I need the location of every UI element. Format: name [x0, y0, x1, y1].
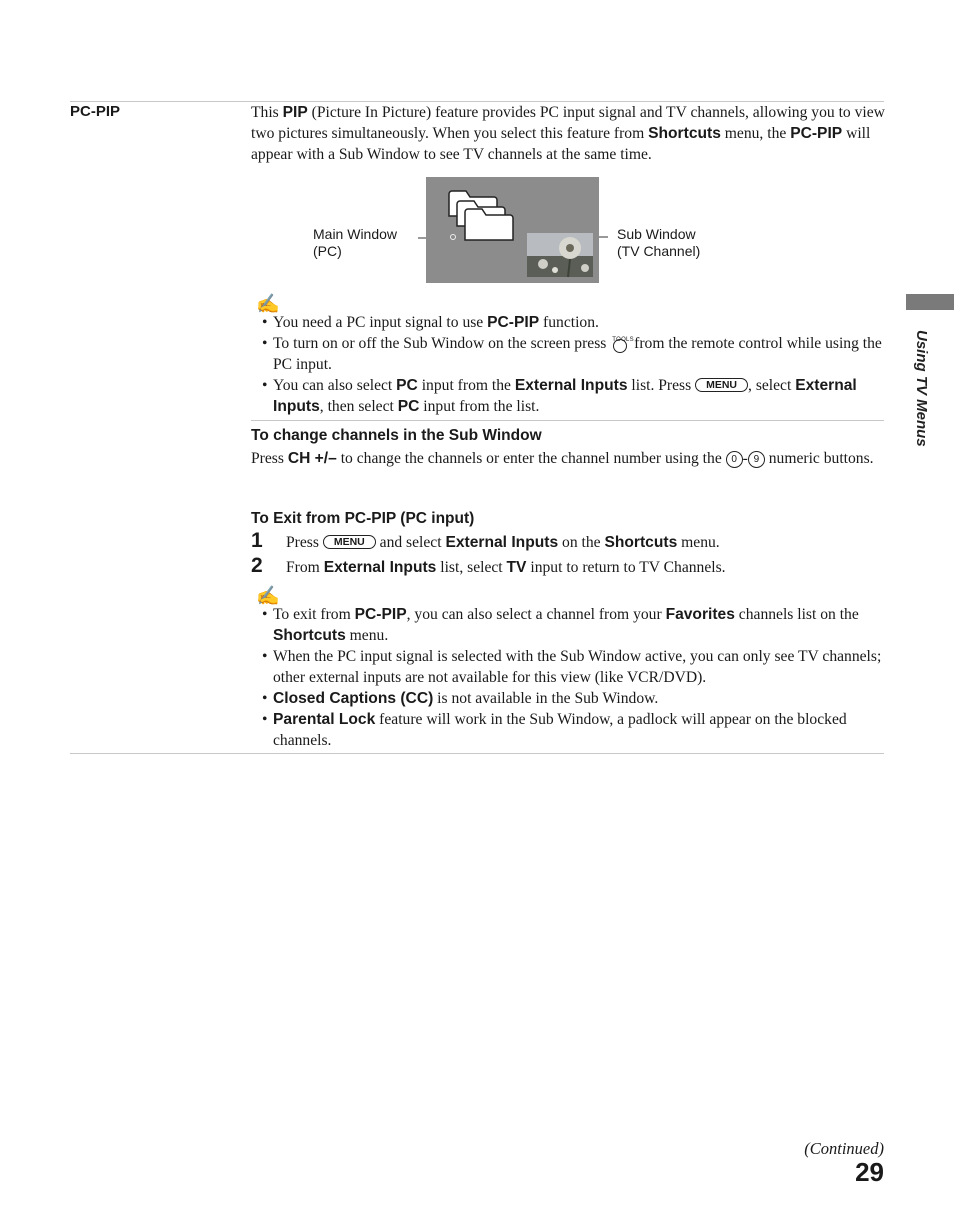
intro-paragraph: This PIP (Picture In Picture) feature provides PC input signal and TV channels, allowing you to view two pictures simultaneously. When you select this feature from Shortcuts menu, the PC-PIP will appear with a Sub Window to see TV channels at the same time.	[251, 104, 885, 163]
list-item: • You can also select PC input from the External Inputs list. Press MENU , select External Inputs, then select PC input from the list.	[262, 377, 857, 415]
zero-button-icon: 0	[726, 451, 743, 468]
list-item: • When the PC input signal is selected with the Sub Window active, you can only see TV channels; other external inputs are not available for this view (like VCR/DVD).	[262, 648, 882, 686]
page-number: 29	[855, 1157, 884, 1187]
step-number: 2	[251, 554, 263, 577]
pencil-note-icon: ✍	[256, 586, 280, 607]
list-item: • You need a PC input signal to use PC-PIP function.	[262, 314, 599, 331]
main-window-label: Main Window (PC)	[313, 226, 398, 259]
mid-rule	[251, 420, 884, 421]
list-item: • Parental Lock feature will work in the Sub Window, a padlock will appear on the blocked channels.	[262, 711, 847, 749]
list-item: • To turn on or off the Sub Window on the screen press TOOLS from the remote control while using the PC input.	[262, 335, 882, 373]
change-channels-heading: To change channels in the Sub Window	[251, 427, 542, 444]
bottom-rule	[70, 753, 884, 754]
notes-list-2	[262, 604, 887, 751]
step-number: 1	[251, 529, 263, 552]
change-channels-text: Press CH +/– to change the channels or enter the channel number using the 0 - 9 numeric buttons.	[251, 450, 874, 467]
exit-heading: To Exit from PC-PIP (PC input)	[251, 510, 475, 527]
list-item: • Closed Captions (CC) is not available in the Sub Window.	[262, 690, 659, 707]
step-text: From External Inputs list, select TV input to return to TV Channels.	[286, 559, 726, 576]
list-item: • To exit from PC-PIP, you can also select a channel from your Favorites channels list on the Shortcuts menu.	[262, 606, 859, 644]
continued-label: (Continued)	[804, 1139, 884, 1158]
sub-window-label: Sub Window (TV Channel)	[617, 226, 701, 259]
notes-list-1	[262, 312, 887, 417]
section-tab-marker	[906, 294, 954, 310]
step-text: Press MENU and select External Inputs on the Shortcuts menu.	[286, 534, 720, 551]
nine-button-icon: 9	[748, 451, 765, 468]
tools-button-icon: TOOLS	[610, 333, 630, 351]
menu-button-icon: MENU	[323, 535, 376, 549]
sub-window-image	[527, 233, 593, 277]
pip-screen-illustration	[415, 176, 610, 284]
section-tab-label: Using TV Menus	[913, 330, 930, 447]
pencil-note-icon: ✍	[256, 294, 280, 315]
menu-button-icon: MENU	[695, 378, 748, 392]
section-term: PC-PIP	[70, 103, 121, 120]
